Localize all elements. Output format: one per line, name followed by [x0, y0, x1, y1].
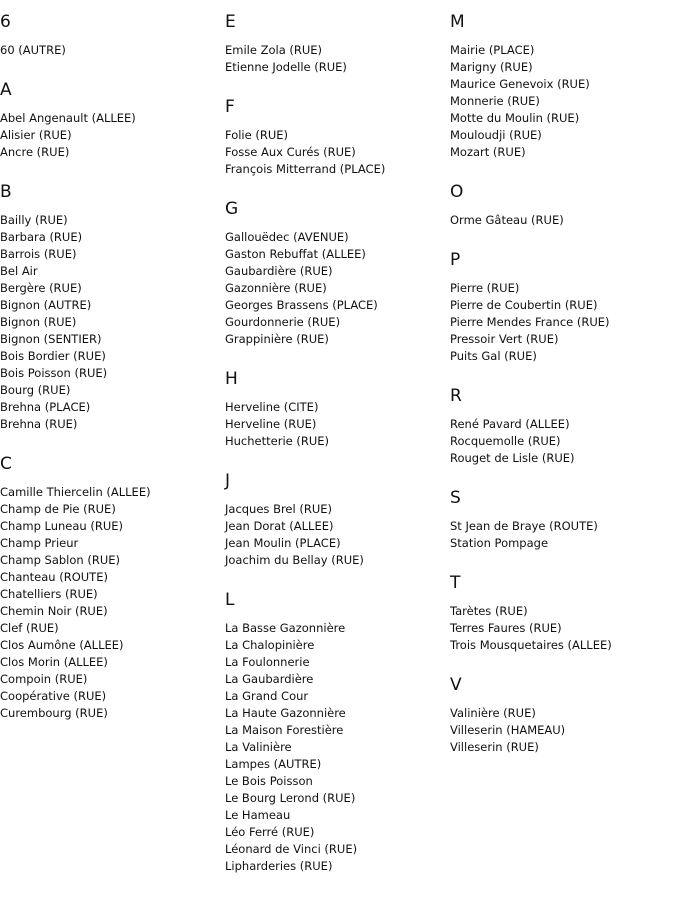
street-list-item: Bignon (AUTRE): [0, 298, 92, 312]
street-list: [450, 518, 675, 552]
street-list-item: Bois Bordier (RUE): [0, 349, 106, 363]
street-list-item: Villeserin (RUE): [450, 740, 539, 754]
street-list-item: Maurice Genevoix (RUE): [450, 77, 590, 91]
street-index-column-3: [450, 12, 675, 756]
letter-section: [450, 675, 675, 756]
street-list: [450, 42, 675, 161]
street-list-item: Champ Sablon (RUE): [0, 553, 120, 567]
street-list-item: Gallouëdec (AVENUE): [225, 230, 349, 244]
street-list-item: Clos Morin (ALLEE): [0, 655, 108, 669]
street-list-item: Bourg (RUE): [0, 383, 71, 397]
street-list: [225, 620, 445, 875]
letter-section: [450, 250, 675, 386]
street-list-item: Barrois (RUE): [0, 247, 77, 261]
letter-section: [0, 182, 220, 454]
street-list: [0, 110, 220, 161]
letter-section: [225, 12, 445, 97]
street-list-item: Pierre (RUE): [450, 281, 520, 295]
street-list-item: Puits Gal (RUE): [450, 349, 537, 363]
section-letter-heading: E: [225, 12, 236, 32]
street-list-item: Jean Dorat (ALLEE): [225, 519, 334, 533]
street-list-item: Camille Thiercelin (ALLEE): [0, 485, 151, 499]
street-list-item: Monnerie (RUE): [450, 94, 540, 108]
street-list-item: La Chalopinière: [225, 638, 315, 652]
street-list-item: La Haute Gazonnière: [225, 706, 346, 720]
section-letter-heading: J: [225, 471, 231, 491]
street-list-item: Coopérative (RUE): [0, 689, 107, 703]
street-list-item: La Gaubardière: [225, 672, 314, 686]
street-list-item: 60 (AUTRE): [0, 43, 66, 57]
street-list-item: Herveline (RUE): [225, 417, 317, 431]
street-list-item: Trois Mousquetaires (ALLEE): [450, 638, 612, 652]
letter-section: [0, 12, 220, 80]
street-list: [450, 280, 675, 365]
street-list-item: Bignon (SENTIER): [0, 332, 102, 346]
section-letter-heading: L: [225, 590, 235, 610]
street-list: [225, 127, 445, 178]
letter-section: [0, 80, 220, 182]
street-list-item: Rouget de Lisle (RUE): [450, 451, 575, 465]
street-list-item: Barbara (RUE): [0, 230, 83, 244]
street-list-item: Valinière (RUE): [450, 706, 536, 720]
section-letter-heading: O: [450, 182, 464, 202]
street-list-item: Brehna (PLACE): [0, 400, 91, 414]
street-list-item: Clos Aumône (ALLEE): [0, 638, 124, 652]
street-list-item: Pierre de Coubertin (RUE): [450, 298, 598, 312]
section-letter-heading: 6: [0, 12, 11, 32]
street-list-item: Pressoir Vert (RUE): [450, 332, 559, 346]
street-list-item: Motte du Moulin (RUE): [450, 111, 580, 125]
street-list: [450, 705, 675, 756]
street-list-item: Lipharderies (RUE): [225, 859, 333, 873]
street-list-item: Villeserin (HAMEAU): [450, 723, 566, 737]
street-list-item: Bergère (RUE): [0, 281, 82, 295]
street-list: [225, 229, 445, 348]
street-list-item: Gaston Rebuffat (ALLEE): [225, 247, 366, 261]
street-list-item: Herveline (CITE): [225, 400, 319, 414]
street-list-item: Tarètes (RUE): [450, 604, 528, 618]
street-list-item: Lampes (AUTRE): [225, 757, 322, 771]
street-list: [0, 212, 220, 433]
street-list-item: François Mitterrand (PLACE): [225, 162, 386, 176]
street-list-item: Chatelliers (RUE): [0, 587, 98, 601]
street-list-item: Folie (RUE): [225, 128, 289, 142]
section-letter-heading: R: [450, 386, 462, 406]
street-list-item: Le Bourg Lerond (RUE): [225, 791, 356, 805]
street-list-item: Le Hameau: [225, 808, 291, 822]
street-list: [0, 484, 220, 722]
street-list-item: Terres Faures (RUE): [450, 621, 562, 635]
letter-section: [225, 471, 445, 590]
street-list-item: La Basse Gazonnière: [225, 621, 346, 635]
street-list-item: St Jean de Braye (ROUTE): [450, 519, 598, 533]
street-list-item: Curembourg (RUE): [0, 706, 108, 720]
street-list-item: Etienne Jodelle (RUE): [225, 60, 347, 74]
street-list: [450, 603, 675, 654]
street-list-item: Jacques Brel (RUE): [225, 502, 333, 516]
street-list-item: Gourdonnerie (RUE): [225, 315, 341, 329]
letter-section: [0, 454, 220, 722]
street-list: [450, 212, 675, 229]
street-index-column-2: [225, 12, 445, 875]
street-list-item: Emile Zola (RUE): [225, 43, 323, 57]
street-list-item: Bailly (RUE): [0, 213, 68, 227]
street-list-item: Grappinière (RUE): [225, 332, 329, 346]
street-list-item: Huchetterie (RUE): [225, 434, 330, 448]
section-letter-heading: A: [0, 80, 12, 100]
street-list-item: Fosse Aux Curés (RUE): [225, 145, 356, 159]
street-list-item: La Grand Cour: [225, 689, 309, 703]
section-letter-heading: S: [450, 488, 461, 508]
street-list-item: Champ Luneau (RUE): [0, 519, 124, 533]
letter-section: [450, 12, 675, 182]
street-list-item: Brehna (RUE): [0, 417, 78, 431]
street-list-item: Joachim du Bellay (RUE): [225, 553, 364, 567]
section-letter-heading: V: [450, 675, 462, 695]
section-letter-heading: P: [450, 250, 461, 270]
street-list: [225, 399, 445, 450]
street-list-item: Bois Poisson (RUE): [0, 366, 108, 380]
street-index-column-1: [0, 12, 220, 722]
section-letter-heading: C: [0, 454, 12, 474]
street-list-item: Clef (RUE): [0, 621, 59, 635]
street-list-item: Ancre (RUE): [0, 145, 70, 159]
street-list: [450, 416, 675, 467]
street-list-item: Mouloudji (RUE): [450, 128, 542, 142]
street-list-item: Léonard de Vinci (RUE): [225, 842, 358, 856]
street-list-item: Chanteau (ROUTE): [0, 570, 108, 584]
letter-section: [225, 199, 445, 369]
street-list-item: Orme Gâteau (RUE): [450, 213, 564, 227]
street-list: [225, 501, 445, 569]
street-list-item: Jean Moulin (PLACE): [225, 536, 341, 550]
section-letter-heading: B: [0, 182, 12, 202]
street-list-item: Gaubardière (RUE): [225, 264, 333, 278]
section-letter-heading: F: [225, 97, 235, 117]
street-list-item: Mozart (RUE): [450, 145, 526, 159]
street-list-item: Marigny (RUE): [450, 60, 533, 74]
street-list-item: Chemin Noir (RUE): [0, 604, 108, 618]
street-list-item: Georges Brassens (PLACE): [225, 298, 378, 312]
street-list-item: Champ de Pie (RUE): [0, 502, 116, 516]
street-list-item: Mairie (PLACE): [450, 43, 535, 57]
street-list: [225, 42, 445, 76]
street-list-item: Alisier (RUE): [0, 128, 72, 142]
letter-section: [450, 573, 675, 675]
street-list-item: Champ Prieur: [0, 536, 79, 550]
street-list-item: Léo Ferré (RUE): [225, 825, 315, 839]
section-letter-heading: T: [450, 573, 461, 593]
section-letter-heading: G: [225, 199, 239, 219]
street-list-item: Rocquemolle (RUE): [450, 434, 561, 448]
street-list-item: Le Bois Poisson: [225, 774, 313, 788]
street-list-item: La Foulonnerie: [225, 655, 310, 669]
letter-section: [225, 369, 445, 471]
street-list-item: René Pavard (ALLEE): [450, 417, 570, 431]
street-list-item: La Valinière: [225, 740, 292, 754]
letter-section: [450, 488, 675, 573]
street-list-item: Pierre Mendes France (RUE): [450, 315, 610, 329]
street-list: [0, 42, 220, 59]
street-list-item: Bignon (RUE): [0, 315, 77, 329]
street-list-item: Abel Angenault (ALLEE): [0, 111, 136, 125]
section-letter-heading: M: [450, 12, 465, 32]
letter-section: [225, 97, 445, 199]
letter-section: [225, 590, 445, 875]
letter-section: [450, 386, 675, 488]
street-list-item: Gazonnière (RUE): [225, 281, 327, 295]
street-list-item: Station Pompage: [450, 536, 549, 550]
letter-section: [450, 182, 675, 250]
street-list-item: Compoin (RUE): [0, 672, 88, 686]
street-list-item: La Maison Forestière: [225, 723, 344, 737]
street-list-item: Bel Air: [0, 264, 38, 278]
section-letter-heading: H: [225, 369, 238, 389]
